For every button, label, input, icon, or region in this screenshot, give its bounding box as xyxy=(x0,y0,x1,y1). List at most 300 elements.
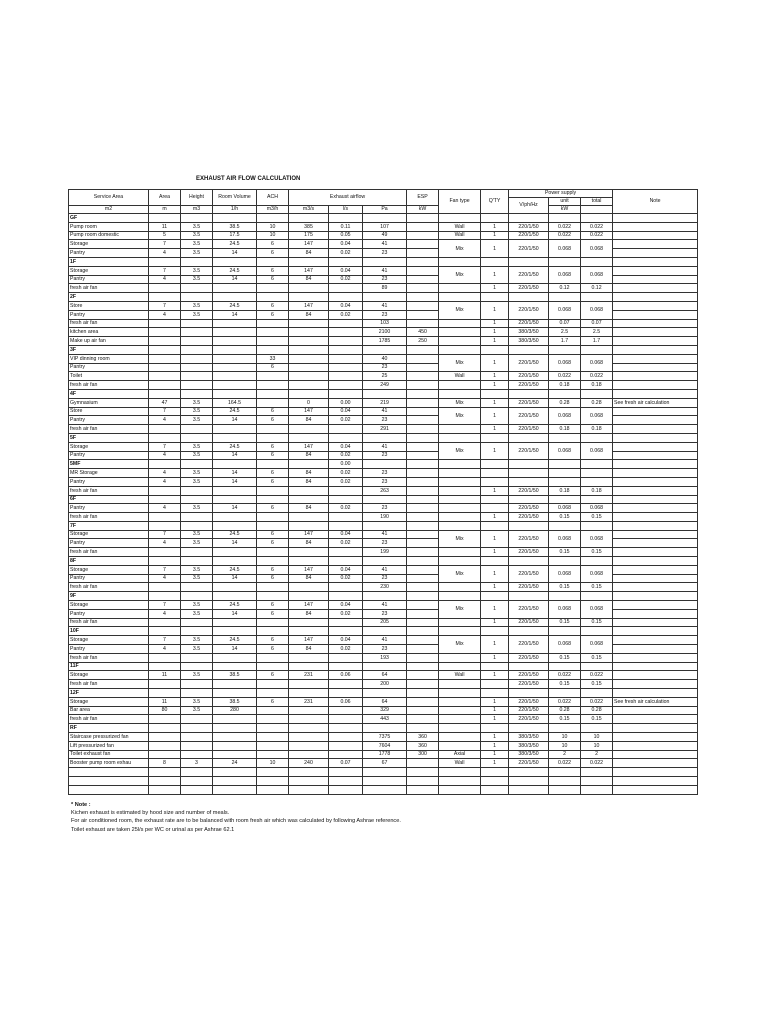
cell-h xyxy=(181,495,213,504)
cell-v: 380/3/50 xyxy=(509,741,549,750)
cell-qty: 1 xyxy=(481,671,509,680)
cell-h: 3.5 xyxy=(181,310,213,319)
cell-note xyxy=(613,724,698,733)
cell-ls: 443 xyxy=(363,715,407,724)
floor-row xyxy=(69,257,698,266)
cell-note xyxy=(613,618,698,627)
cell-v: 220/1/50 xyxy=(509,301,549,319)
cell-vol xyxy=(213,724,257,733)
cell-v xyxy=(509,293,549,302)
cell-m3s xyxy=(329,214,363,223)
cell-fan xyxy=(439,504,481,513)
cell-note xyxy=(613,363,698,372)
cell-esp: 360 xyxy=(407,733,439,742)
cell-ach xyxy=(257,460,289,469)
cell-esp xyxy=(407,301,439,310)
cell-name: Storage xyxy=(69,530,149,539)
cell-ls: 41 xyxy=(363,601,407,610)
cell-fan: Wall xyxy=(439,372,481,381)
cell-qty xyxy=(481,592,509,601)
cell-h xyxy=(181,284,213,293)
cell-note xyxy=(613,671,698,680)
cell-qty xyxy=(481,627,509,636)
cell-esp: 450 xyxy=(407,328,439,337)
cell-ls: 23 xyxy=(363,249,407,258)
cell-total xyxy=(581,477,613,486)
cell-qty xyxy=(481,724,509,733)
cell-vol: 24.5 xyxy=(213,407,257,416)
cell-area xyxy=(149,548,181,557)
cell-m3s: 0.05 xyxy=(329,231,363,240)
cell-h xyxy=(181,521,213,530)
header-vphhz: V/ph/Hz xyxy=(509,198,549,214)
unit-room-volume: m3 xyxy=(181,206,213,214)
cell-ach: 6 xyxy=(257,301,289,310)
cell-qty: 1 xyxy=(481,407,509,425)
cell-name: Toilet xyxy=(69,372,149,381)
cell-esp xyxy=(407,777,439,786)
cell-esp xyxy=(407,354,439,363)
cell-v: 220/1/50 xyxy=(509,636,549,654)
cell-ach xyxy=(257,389,289,398)
header-esp: ESP xyxy=(407,190,439,206)
cell-vol: 14 xyxy=(213,477,257,486)
cell-qty xyxy=(481,768,509,777)
cell-name xyxy=(69,768,149,777)
cell-area xyxy=(149,592,181,601)
cell-m3h xyxy=(289,345,329,354)
cell-qty xyxy=(481,389,509,398)
cell-m3s xyxy=(329,328,363,337)
cell-note xyxy=(613,601,698,610)
cell-total xyxy=(581,557,613,566)
cell-h xyxy=(181,381,213,390)
cell-area xyxy=(149,662,181,671)
cell-fan: Mix xyxy=(439,530,481,548)
floor-row xyxy=(69,689,698,698)
cell-unit xyxy=(549,345,581,354)
cell-vol xyxy=(213,689,257,698)
cell-ach xyxy=(257,495,289,504)
cell-note xyxy=(613,381,698,390)
cell-m3s: 0.06 xyxy=(329,697,363,706)
cell-ls: 205 xyxy=(363,618,407,627)
cell-vol xyxy=(213,328,257,337)
header-total: total xyxy=(581,198,613,206)
cell-unit: 10 xyxy=(549,741,581,750)
cell-total: 0.068 xyxy=(581,442,613,460)
cell-m3s xyxy=(329,425,363,434)
cell-esp xyxy=(407,486,439,495)
cell-qty: 1 xyxy=(481,530,509,548)
cell-name: 5MF xyxy=(69,460,149,469)
cell-vol xyxy=(213,381,257,390)
cell-total: 0.07 xyxy=(581,319,613,328)
cell-m3h xyxy=(289,768,329,777)
cell-qty xyxy=(481,557,509,566)
table-row xyxy=(69,513,698,522)
cell-m3s xyxy=(329,548,363,557)
cell-name: Pantry xyxy=(69,504,149,513)
cell-name: 12F xyxy=(69,689,149,698)
cell-fan: Mix xyxy=(439,407,481,425)
cell-note xyxy=(613,293,698,302)
cell-v: 220/1/50 xyxy=(509,240,549,258)
cell-total: 0.068 xyxy=(581,266,613,284)
cell-vol xyxy=(213,495,257,504)
cell-esp xyxy=(407,715,439,724)
cell-esp xyxy=(407,671,439,680)
cell-qty xyxy=(481,495,509,504)
cell-m3s: 0.02 xyxy=(329,469,363,478)
cell-fan xyxy=(439,469,481,478)
cell-ach: 33 xyxy=(257,354,289,363)
cell-v: 220/1/50 xyxy=(509,513,549,522)
cell-qty: 1 xyxy=(481,636,509,654)
cell-fan xyxy=(439,724,481,733)
cell-esp xyxy=(407,477,439,486)
table-row xyxy=(69,222,698,231)
cell-esp xyxy=(407,416,439,425)
cell-area xyxy=(149,460,181,469)
cell-fan: Wall xyxy=(439,231,481,240)
cell-m3s xyxy=(329,680,363,689)
cell-total: 0.022 xyxy=(581,222,613,231)
cell-ach xyxy=(257,425,289,434)
cell-m3h: 147 xyxy=(289,530,329,539)
table-body xyxy=(69,214,698,795)
cell-area xyxy=(149,257,181,266)
cell-vol xyxy=(213,284,257,293)
cell-name xyxy=(69,785,149,794)
cell-note xyxy=(613,433,698,442)
cell-m3s xyxy=(329,293,363,302)
document-title: EXHAUST AIR FLOW CALCULATION xyxy=(196,176,301,182)
cell-vol: 14 xyxy=(213,574,257,583)
cell-unit xyxy=(549,592,581,601)
cell-m3h: 84 xyxy=(289,504,329,513)
cell-m3h xyxy=(289,389,329,398)
cell-note xyxy=(613,741,698,750)
cell-note xyxy=(613,627,698,636)
cell-fan xyxy=(439,513,481,522)
cell-v xyxy=(509,785,549,794)
cell-m3h: 231 xyxy=(289,697,329,706)
cell-m3s: 0.02 xyxy=(329,477,363,486)
table-row xyxy=(69,231,698,240)
cell-area xyxy=(149,284,181,293)
cell-total: 0.15 xyxy=(581,583,613,592)
cell-h: 3.5 xyxy=(181,275,213,284)
table-row xyxy=(69,240,698,249)
cell-name: Pantry xyxy=(69,249,149,258)
cell-h: 3.5 xyxy=(181,504,213,513)
cell-total: 0.068 xyxy=(581,240,613,258)
cell-note xyxy=(613,214,698,223)
cell-note xyxy=(613,477,698,486)
cell-m3s: 0.02 xyxy=(329,645,363,654)
cell-ach xyxy=(257,486,289,495)
floor-row xyxy=(69,557,698,566)
cell-name: fresh air fan xyxy=(69,319,149,328)
cell-v: 220/1/50 xyxy=(509,759,549,768)
cell-name: Storage xyxy=(69,636,149,645)
cell-qty: 1 xyxy=(481,284,509,293)
cell-h xyxy=(181,460,213,469)
cell-ls: 49 xyxy=(363,231,407,240)
cell-ls xyxy=(363,777,407,786)
cell-vol: 38.5 xyxy=(213,697,257,706)
cell-m3h xyxy=(289,592,329,601)
cell-h xyxy=(181,689,213,698)
cell-m3s xyxy=(329,557,363,566)
cell-m3h xyxy=(289,328,329,337)
cell-ach xyxy=(257,627,289,636)
cell-m3s xyxy=(329,284,363,293)
floor-row xyxy=(69,495,698,504)
cell-vol xyxy=(213,785,257,794)
cell-esp xyxy=(407,680,439,689)
cell-m3h xyxy=(289,557,329,566)
cell-ach xyxy=(257,337,289,346)
cell-note xyxy=(613,565,698,574)
cell-esp xyxy=(407,372,439,381)
cell-ls: 219 xyxy=(363,398,407,407)
cell-m3s: 0.02 xyxy=(329,416,363,425)
cell-h xyxy=(181,389,213,398)
cell-vol: 24.5 xyxy=(213,442,257,451)
cell-h xyxy=(181,785,213,794)
cell-esp xyxy=(407,451,439,460)
cell-qty: 1 xyxy=(481,398,509,407)
cell-area xyxy=(149,214,181,223)
cell-unit: 0.068 xyxy=(549,301,581,319)
cell-m3h: 84 xyxy=(289,310,329,319)
cell-vol: 14 xyxy=(213,416,257,425)
cell-v: 220/1/50 xyxy=(509,442,549,460)
cell-esp xyxy=(407,469,439,478)
floor-row xyxy=(69,592,698,601)
cell-h: 3.5 xyxy=(181,416,213,425)
cell-unit xyxy=(549,460,581,469)
cell-ls: 23 xyxy=(363,539,407,548)
cell-m3h xyxy=(289,214,329,223)
cell-ach: 6 xyxy=(257,407,289,416)
cell-area: 80 xyxy=(149,706,181,715)
cell-unit: 0.15 xyxy=(549,680,581,689)
cell-ach: 6 xyxy=(257,310,289,319)
cell-total: 0.068 xyxy=(581,565,613,583)
cell-ls: 1785 xyxy=(363,337,407,346)
cell-qty: 1 xyxy=(481,513,509,522)
cell-total: 0.12 xyxy=(581,284,613,293)
cell-m3h xyxy=(289,363,329,372)
cell-h: 3.5 xyxy=(181,636,213,645)
cell-ach: 6 xyxy=(257,469,289,478)
cell-v xyxy=(509,627,549,636)
table-row xyxy=(69,301,698,310)
cell-h xyxy=(181,319,213,328)
table-row xyxy=(69,372,698,381)
cell-qty: 1 xyxy=(481,653,509,662)
cell-fan xyxy=(439,785,481,794)
cell-vol xyxy=(213,513,257,522)
cell-vol xyxy=(213,521,257,530)
cell-qty: 1 xyxy=(481,266,509,284)
cell-vol: 14 xyxy=(213,275,257,284)
cell-area: 11 xyxy=(149,222,181,231)
cell-fan: Mix xyxy=(439,301,481,319)
cell-note xyxy=(613,680,698,689)
cell-unit xyxy=(549,495,581,504)
cell-area: 7 xyxy=(149,301,181,310)
cell-total: 0.022 xyxy=(581,372,613,381)
cell-v: 220/1/50 xyxy=(509,407,549,425)
cell-ls xyxy=(363,433,407,442)
cell-esp xyxy=(407,627,439,636)
cell-v: 220/1/50 xyxy=(509,266,549,284)
cell-esp xyxy=(407,433,439,442)
cell-h: 3.5 xyxy=(181,451,213,460)
cell-m3h xyxy=(289,354,329,363)
cell-m3h xyxy=(289,653,329,662)
cell-fan xyxy=(439,319,481,328)
cell-m3s: 0.02 xyxy=(329,504,363,513)
cell-qty xyxy=(481,662,509,671)
cell-v xyxy=(509,689,549,698)
cell-name: 9F xyxy=(69,592,149,601)
cell-v: 220/1/50 xyxy=(509,372,549,381)
table-row xyxy=(69,328,698,337)
table-row xyxy=(69,715,698,724)
cell-vol: 38.5 xyxy=(213,222,257,231)
cell-v: 380/3/50 xyxy=(509,733,549,742)
cell-note xyxy=(613,310,698,319)
cell-ach xyxy=(257,733,289,742)
cell-name: 7F xyxy=(69,521,149,530)
cell-h xyxy=(181,433,213,442)
cell-total xyxy=(581,214,613,223)
cell-m3h: 385 xyxy=(289,222,329,231)
cell-esp xyxy=(407,442,439,451)
cell-fan xyxy=(439,495,481,504)
cell-qty xyxy=(481,293,509,302)
cell-note xyxy=(613,222,698,231)
table-row xyxy=(69,733,698,742)
cell-h: 3.5 xyxy=(181,477,213,486)
cell-ls: 41 xyxy=(363,407,407,416)
floor-row xyxy=(69,214,698,223)
cell-ach: 6 xyxy=(257,565,289,574)
cell-qty: 1 xyxy=(481,222,509,231)
cell-name: Storage xyxy=(69,442,149,451)
cell-area: 4 xyxy=(149,249,181,258)
cell-unit: 0.068 xyxy=(549,266,581,284)
unit-m3s: m3/s xyxy=(289,206,329,214)
cell-h xyxy=(181,214,213,223)
cell-name: 2F xyxy=(69,293,149,302)
table-row xyxy=(69,548,698,557)
cell-unit: 0.068 xyxy=(549,565,581,583)
cell-name: Pump room domestic xyxy=(69,231,149,240)
cell-note xyxy=(613,513,698,522)
cell-qty xyxy=(481,433,509,442)
cell-total xyxy=(581,293,613,302)
cell-m3h: 84 xyxy=(289,609,329,618)
cell-area xyxy=(149,337,181,346)
cell-vol: 14 xyxy=(213,469,257,478)
cell-unit xyxy=(549,389,581,398)
cell-area: 7 xyxy=(149,240,181,249)
cell-ls: 41 xyxy=(363,636,407,645)
cell-fan xyxy=(439,460,481,469)
cell-unit: 0.068 xyxy=(549,240,581,258)
cell-unit xyxy=(549,257,581,266)
cell-h: 3.5 xyxy=(181,240,213,249)
cell-fan xyxy=(439,284,481,293)
cell-h: 3.5 xyxy=(181,266,213,275)
cell-name: fresh air fan xyxy=(69,425,149,434)
cell-vol xyxy=(213,460,257,469)
cell-area: 11 xyxy=(149,697,181,706)
note-line: For air conditioned room, the exhaust rate are to be balanced with room fresh air which was calculated by following Ashrae reference. xyxy=(71,818,401,825)
cell-vol: 164.5 xyxy=(213,398,257,407)
cell-esp xyxy=(407,645,439,654)
cell-total: 0.068 xyxy=(581,301,613,319)
cell-note xyxy=(613,733,698,742)
cell-vol xyxy=(213,433,257,442)
cell-name: fresh air fan xyxy=(69,284,149,293)
header-height: Height xyxy=(181,190,213,206)
cell-v: 220/1/50 xyxy=(509,530,549,548)
cell-area xyxy=(149,768,181,777)
cell-total: 2.5 xyxy=(581,328,613,337)
cell-m3h xyxy=(289,372,329,381)
cell-area xyxy=(149,389,181,398)
cell-total: 0.18 xyxy=(581,381,613,390)
cell-m3s: 0.06 xyxy=(329,671,363,680)
cell-vol xyxy=(213,389,257,398)
cell-v xyxy=(509,389,549,398)
cell-ach xyxy=(257,433,289,442)
cell-area xyxy=(149,521,181,530)
cell-ach xyxy=(257,777,289,786)
table-row xyxy=(69,425,698,434)
cell-h xyxy=(181,293,213,302)
cell-ach: 6 xyxy=(257,275,289,284)
cell-vol xyxy=(213,345,257,354)
cell-fan xyxy=(439,706,481,715)
cell-h: 3.5 xyxy=(181,706,213,715)
cell-m3s xyxy=(329,495,363,504)
cell-name: Storage xyxy=(69,240,149,249)
cell-ls: 40 xyxy=(363,354,407,363)
cell-note xyxy=(613,337,698,346)
cell-ls: 103 xyxy=(363,319,407,328)
cell-unit xyxy=(549,777,581,786)
cell-m3s xyxy=(329,583,363,592)
cell-area xyxy=(149,627,181,636)
cell-area xyxy=(149,618,181,627)
cell-area xyxy=(149,345,181,354)
cell-esp xyxy=(407,231,439,240)
cell-ls: 41 xyxy=(363,301,407,310)
cell-vol: 14 xyxy=(213,504,257,513)
cell-m3h xyxy=(289,724,329,733)
cell-ach: 6 xyxy=(257,530,289,539)
cell-ls: 23 xyxy=(363,275,407,284)
cell-fan: Mix xyxy=(439,266,481,284)
